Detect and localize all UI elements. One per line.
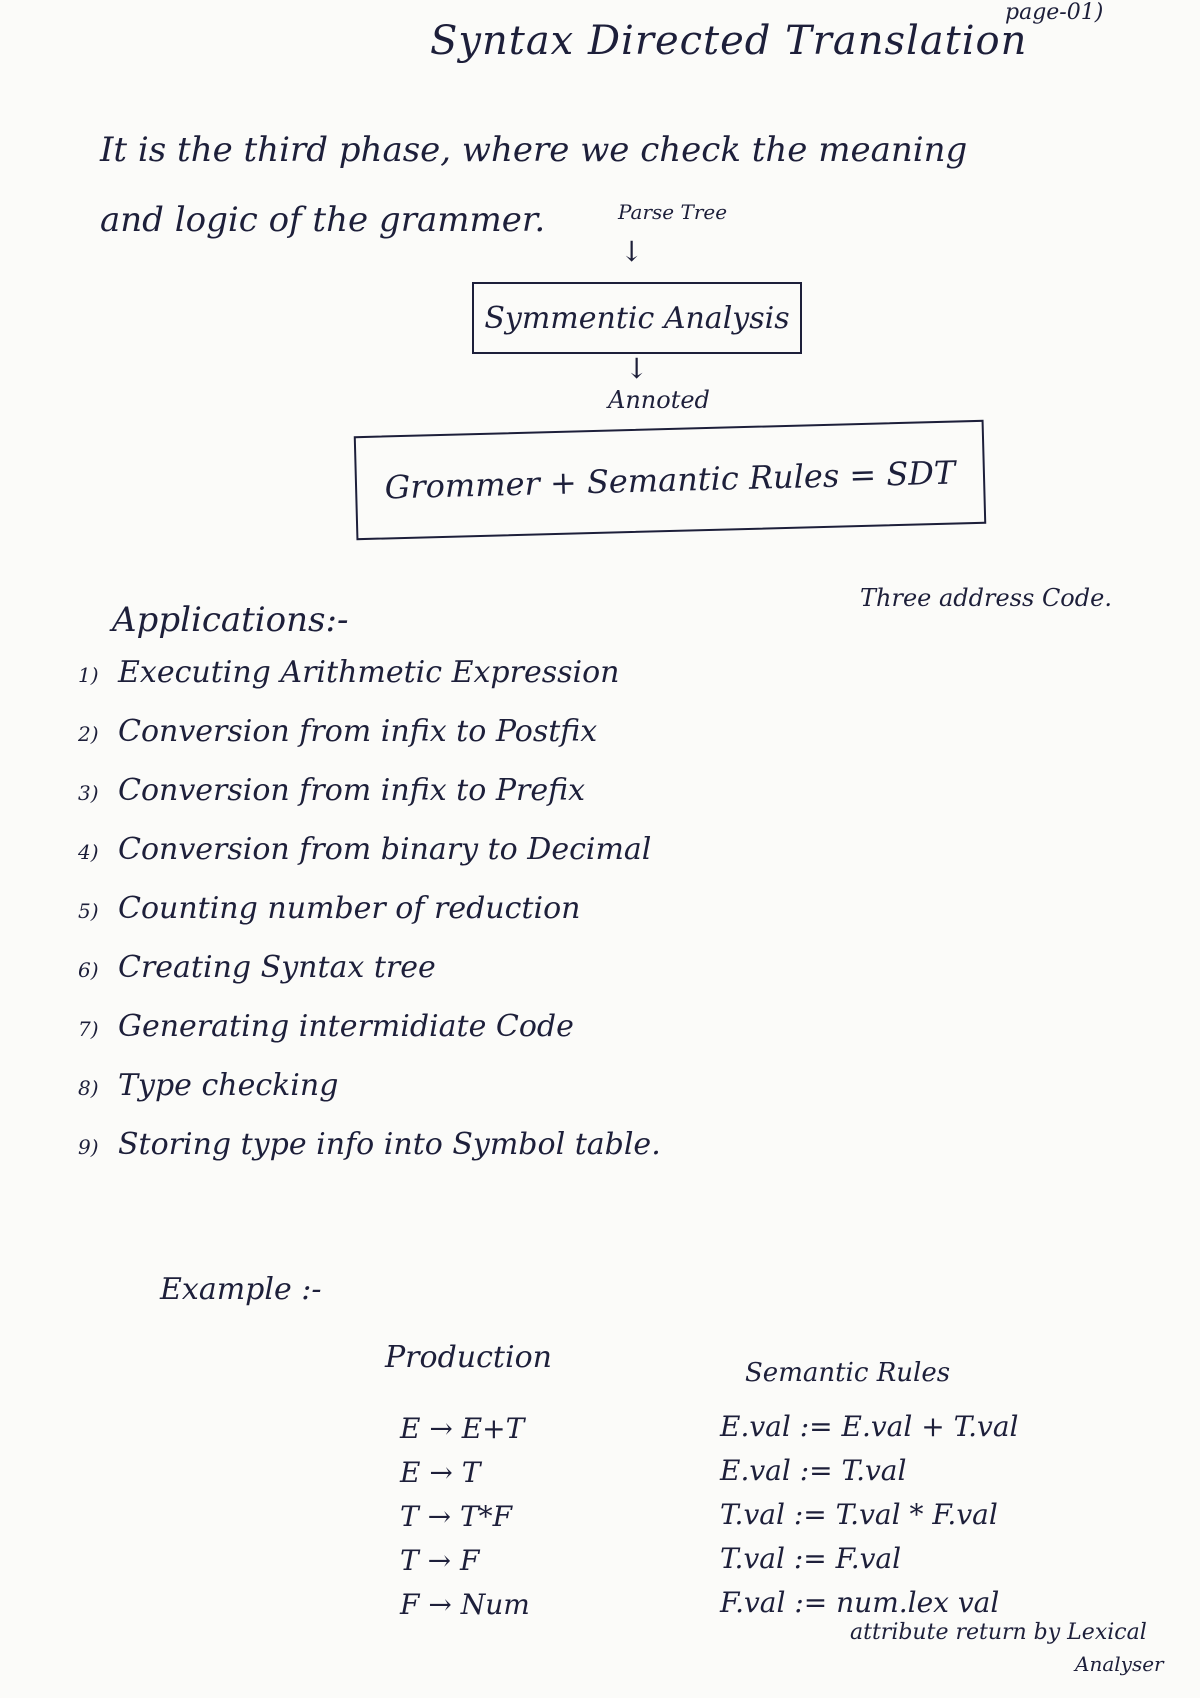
sdt-formula: Grommer + Semantic Rules = SDT (384, 453, 956, 507)
production-row: E → T (400, 1456, 481, 1489)
semantic-analysis-label: Symmentic Analysis (484, 300, 790, 336)
list-item: 8) Type checking (78, 1068, 339, 1103)
list-item: 4) Conversion from binary to Decimal (78, 832, 652, 867)
production-row: E → E+T (400, 1412, 525, 1445)
side-note: Three address Code. (860, 584, 1112, 612)
list-item: 9) Storing type info into Symbol table. (78, 1127, 661, 1162)
list-item: 2) Conversion from infix to Postfix (78, 714, 598, 749)
production-column-header: Production (385, 1340, 552, 1375)
applications-heading: Applications:- (112, 600, 349, 640)
semantic-analysis-box (472, 282, 802, 354)
list-item: 3) Conversion from infix to Prefix (78, 773, 586, 808)
production-row: T → F (400, 1544, 480, 1577)
semantic-rules-column (720, 1410, 1019, 1630)
flow-output-label: Annoted (608, 386, 710, 414)
list-item: 1) Executing Arithmetic Expression (78, 655, 620, 690)
list-item: 5) Counting number of reduction (78, 891, 581, 926)
semantic-rule-row: T.val := F.val (720, 1542, 902, 1575)
intro-line-2: and logic of the grammer. (100, 200, 546, 240)
semantic-column-header: Semantic Rules (745, 1358, 951, 1388)
lexical-note-line-2: Analyser (1075, 1652, 1164, 1676)
page-number: page-01) (1005, 0, 1104, 25)
down-arrow-icon: ↓ (625, 352, 649, 385)
list-item: 7) Generating intermidiate Code (78, 1009, 574, 1044)
semantic-rule-row: E.val := T.val (720, 1454, 907, 1487)
flow-input-label: Parse Tree (618, 200, 728, 224)
intro-line-1: It is the third phase, where we check the meaning (100, 130, 968, 170)
production-row: F → Num (400, 1588, 530, 1621)
production-column (400, 1412, 530, 1632)
semantic-rule-row: T.val := T.val * F.val (720, 1498, 998, 1531)
semantic-rule-row: F.val := num.lex val (720, 1586, 1000, 1619)
sdt-formula-box (354, 420, 987, 540)
page-title: Syntax Directed Translation (430, 18, 1028, 64)
down-arrow-icon: ↓ (620, 235, 644, 268)
lexical-note: attribute return by Lexical (850, 1620, 1147, 1645)
semantic-rule-row: E.val := E.val + T.val (720, 1410, 1019, 1443)
example-heading: Example :- (160, 1272, 322, 1307)
list-item: 6) Creating Syntax tree (78, 950, 436, 985)
production-row: T → T*F (400, 1500, 513, 1533)
applications-list (78, 655, 661, 1186)
